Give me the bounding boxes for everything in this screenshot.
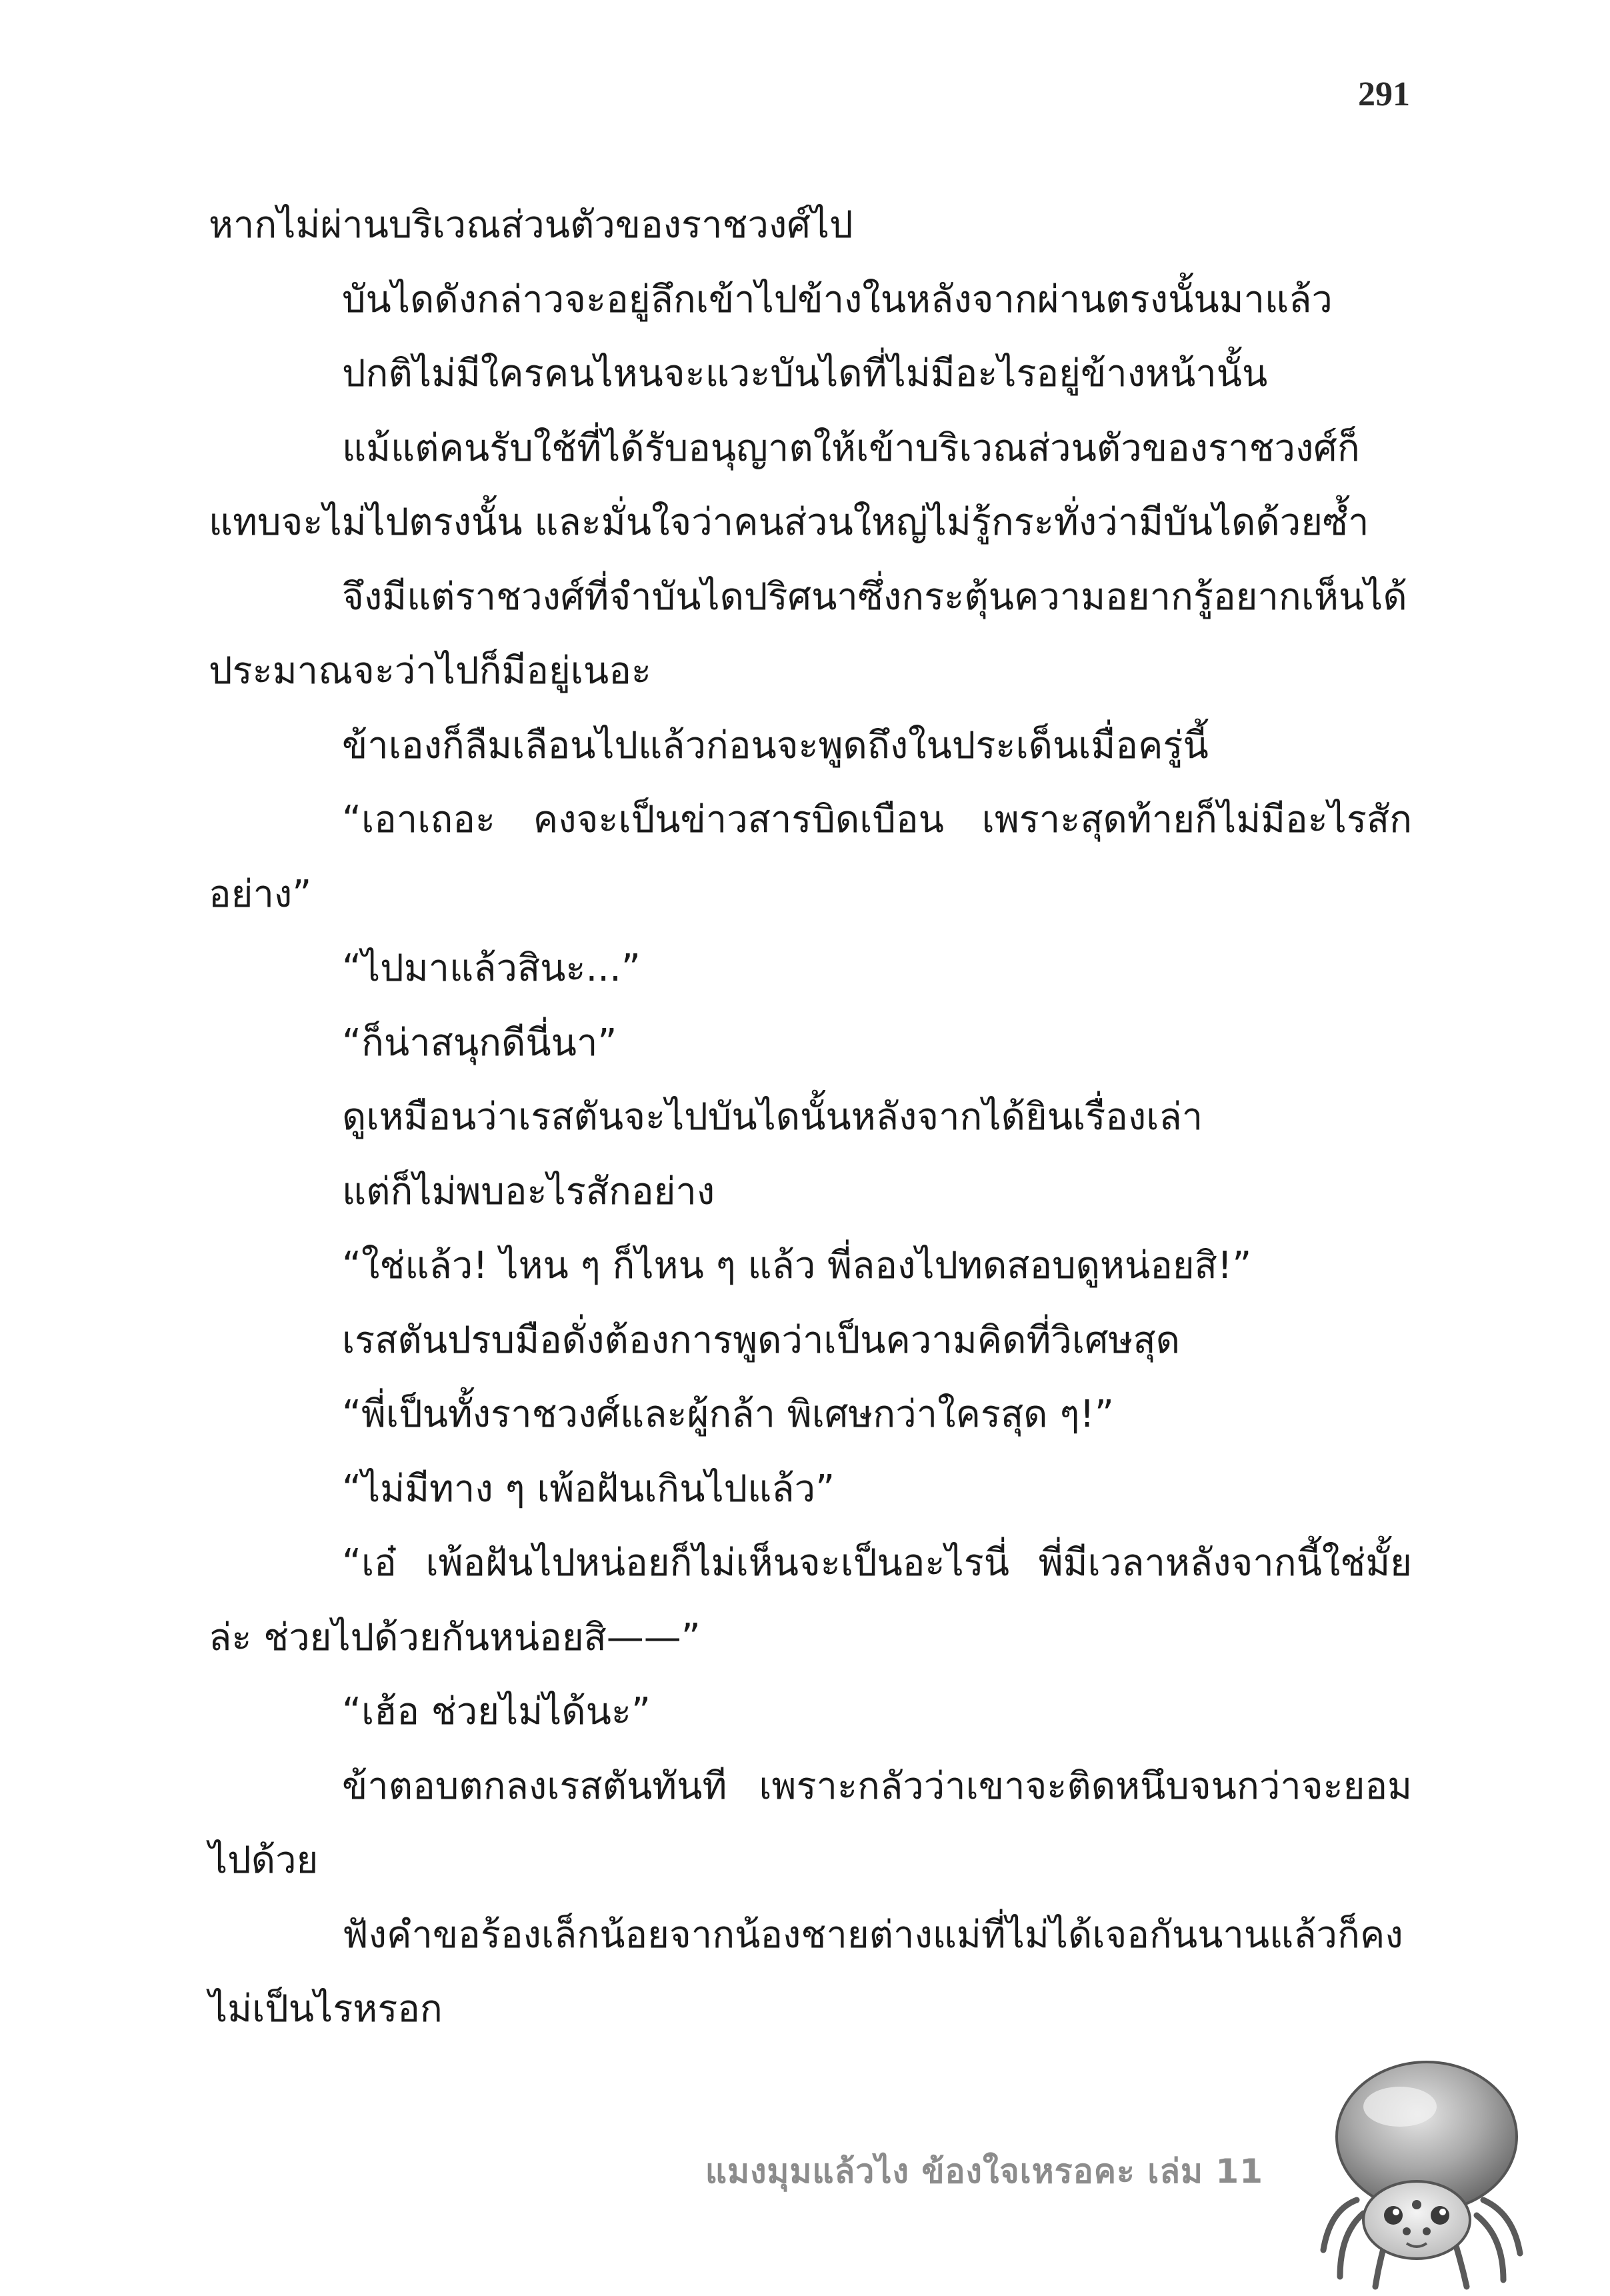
paragraph: “เฮ้อ ช่วยไม่ได้นะ” (342, 1690, 651, 1733)
paragraph: หากไม่ผ่านบริเวณส่วนตัวของราชวงศ์ไป (209, 203, 853, 247)
paragraph: “เอ๋ เพ้อฝันไปหน่อยก็ไม่เห็นจะเป็นอะไรนี่ พี่มีเวลาหลังจากนี้ใช่มั้ยล่ะ ช่วยไปด้วยกันหน่อยสิ——” (209, 1541, 1412, 1659)
paragraph: “เอาเถอะ คงจะเป็นข่าวสารบิดเบือน เพราะสุดท้ายก็ไม่มีอะไรสักอย่าง” (209, 798, 1412, 916)
paragraph: “ใช่แล้ว! ไหน ๆ ก็ไหน ๆ แล้ว พี่ลองไปทดสอบดูหน่อยสิ!” (342, 1244, 1252, 1287)
paragraph: ข้าเองก็ลืมเลือนไปแล้วก่อนจะพูดถึงในประเด็นเมื่อครู่นี้ (342, 723, 1209, 767)
paragraph: ดูเหมือนว่าเรสตันจะไปบันไดนั้นหลังจากได้ยินเรื่องเล่า (342, 1095, 1203, 1139)
paragraph: “พี่เป็นทั้งราชวงศ์และผู้กล้า พิเศษกว่าใครสุด ๆ!” (342, 1393, 1114, 1436)
page-number: 291 (1358, 75, 1410, 113)
paragraph: จึงมีแต่ราชวงศ์ที่จำบันไดปริศนาซึ่งกระตุ้นความอยากรู้อยากเห็นได้ประมาณจะว่าไปก็มีอยู่เนอะ (209, 575, 1407, 693)
paragraph: ปกติไม่มีใครคนไหนจะแวะบันไดที่ไม่มีอะไรอยู่ข้างหน้านั้น (342, 352, 1268, 395)
paragraph: “ไปมาแล้วสินะ...” (342, 947, 641, 990)
footer-book-title: แมงมุมแล้วไง ข้องใจเหรอคะ เล่ม 11 (705, 2152, 1263, 2191)
paragraph: ฟังคำขอร้องเล็กน้อยจากน้องชายต่างแม่ที่ไม่ได้เจอกันนานแล้วก็คงไม่เป็นไรหรอก (209, 1913, 1403, 2031)
paragraph: เรสตันปรบมือดั่งต้องการพูดว่าเป็นความคิดที่วิเศษสุด (342, 1318, 1180, 1362)
paragraph: แม้แต่คนรับใช้ที่ได้รับอนุญาตให้เข้าบริเวณส่วนตัวของราชวงศ์ก็แทบจะไม่ไปตรงนั้น และมั่นใจว่าคนส่วนใหญ่ไม่รู้กระทั่งว่ามีบันไดด้วยซ้ำ (209, 426, 1369, 544)
paragraph: แต่ก็ไม่พบอะไรสักอย่าง (342, 1169, 715, 1213)
body-text (209, 188, 1412, 2047)
paragraph: ข้าตอบตกลงเรสตันทันที เพราะกลัวว่าเขาจะติดหนึบจนกว่าจะยอมไปด้วย (209, 1764, 1412, 1882)
paragraph: “ไม่มีทาง ๆ เพ้อฝันเกินไปแล้ว” (342, 1467, 835, 1511)
paragraph: “ก็น่าสนุกดีนี่นา” (342, 1021, 617, 1065)
spider-mascot-icon (1317, 2057, 1530, 2293)
paragraph: บันไดดังกล่าวจะอยู่ลึกเข้าไปข้างในหลังจากผ่านตรงนั้นมาแล้ว (342, 277, 1333, 321)
